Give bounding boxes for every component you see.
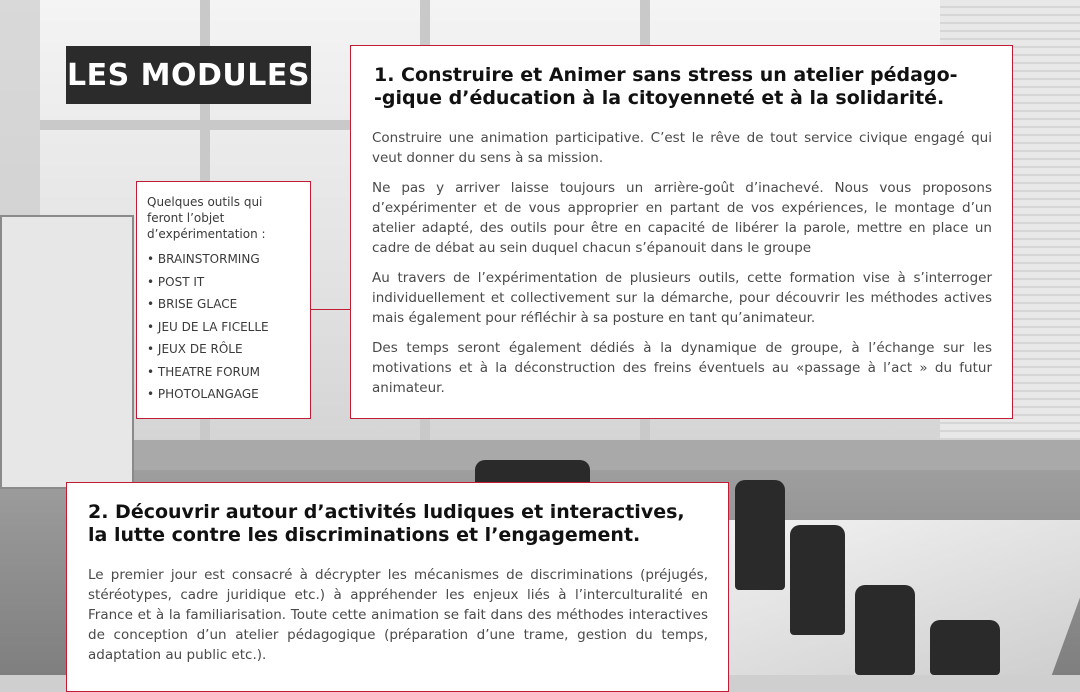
tools-list-item: • JEU DE LA FICELLE [147,316,302,339]
background-chair [735,480,785,590]
module-2-paragraph: Le premier jour est consacré à décrypter les mécanismes de discriminations (préjugés, stéréotypes, cadre juridique etc.) à appréhender les enjeux liés à l’interculturalité en France et à la familiarisation. Toute cette animation se fait dans des méthodes interactives de conception d’un atelier pédagogique (préparation d’une trame, gestion du temps, adaptation au public etc.). [88,567,708,663]
background-chair [930,620,1000,675]
tools-list [147,248,302,406]
tools-intro [147,194,302,242]
connector-line [311,309,350,310]
tools-list-item: • PHOTOLANGAGE [147,383,302,406]
module-2-box [66,482,729,692]
tools-list-item: • JEUX DE RÔLE [147,338,302,361]
page-title: LES MODULES [67,57,310,93]
tools-list-item: • BRISE GLACE [147,293,302,316]
module-1-paragraph: Construire une animation participative. C’est le rêve de tout service civique engagé qui veut donner du sens à sa mission. [372,130,992,166]
background-flipchart [0,215,134,489]
module-2-title [88,501,708,547]
module-1-paragraph: Des temps seront également dédiés à la dynamique de groupe, à l’échange sur les motivations et à la déconstruction des freins éventuels au «passage à l’act » du futur animateur. [372,340,992,396]
tools-intro-line-2: feront l’objet [147,211,225,225]
page-title-block [66,46,311,104]
tools-list-item: • POST IT [147,271,302,294]
module-1-title-line-2: -gique d’éducation à la citoyenneté et à la solidarité. [374,87,945,109]
module-2-title-line-2: la lutte contre les discriminations et l’engagement. [88,524,641,546]
tools-list-item: • BRAINSTORMING [147,248,302,271]
tools-intro-line-3: d’expérimentation : [147,227,266,241]
tools-intro-line-1: Quelques outils qui [147,195,263,209]
background-chair [790,525,845,635]
module-1-paragraph: Au travers de l’expérimentation de plusieurs outils, cette formation vise à s’interroger individuellement et collectivement sur la démarche, pour découvrir les méthodes actives mais également pour réfléchir à sa posture en tant qu’animateur. [372,270,992,326]
tools-list-item: • THEATRE FORUM [147,361,302,384]
background-chair [855,585,915,675]
module-1-paragraph: Ne pas y arriver laisse toujours un arrière-goût d’inachevé. Nous vous proposons d’expérimenter et de vous approprier en partant de vos expériences, le montage d’un atelier adapté, des outils pour être en capacité de libérer la parole, mettre en place un cadre de débat au sein duquel chacun s’épanouit dans le groupe [372,180,992,256]
module-1-title [372,64,992,110]
module-1-title-line-1: 1. Construire et Animer sans stress un atelier pédago- [374,64,958,86]
module-1-box [350,45,1013,419]
tools-box [136,181,311,419]
module-2-title-line-1: 2. Découvrir autour d’activités ludiques et interactives, [88,501,685,523]
